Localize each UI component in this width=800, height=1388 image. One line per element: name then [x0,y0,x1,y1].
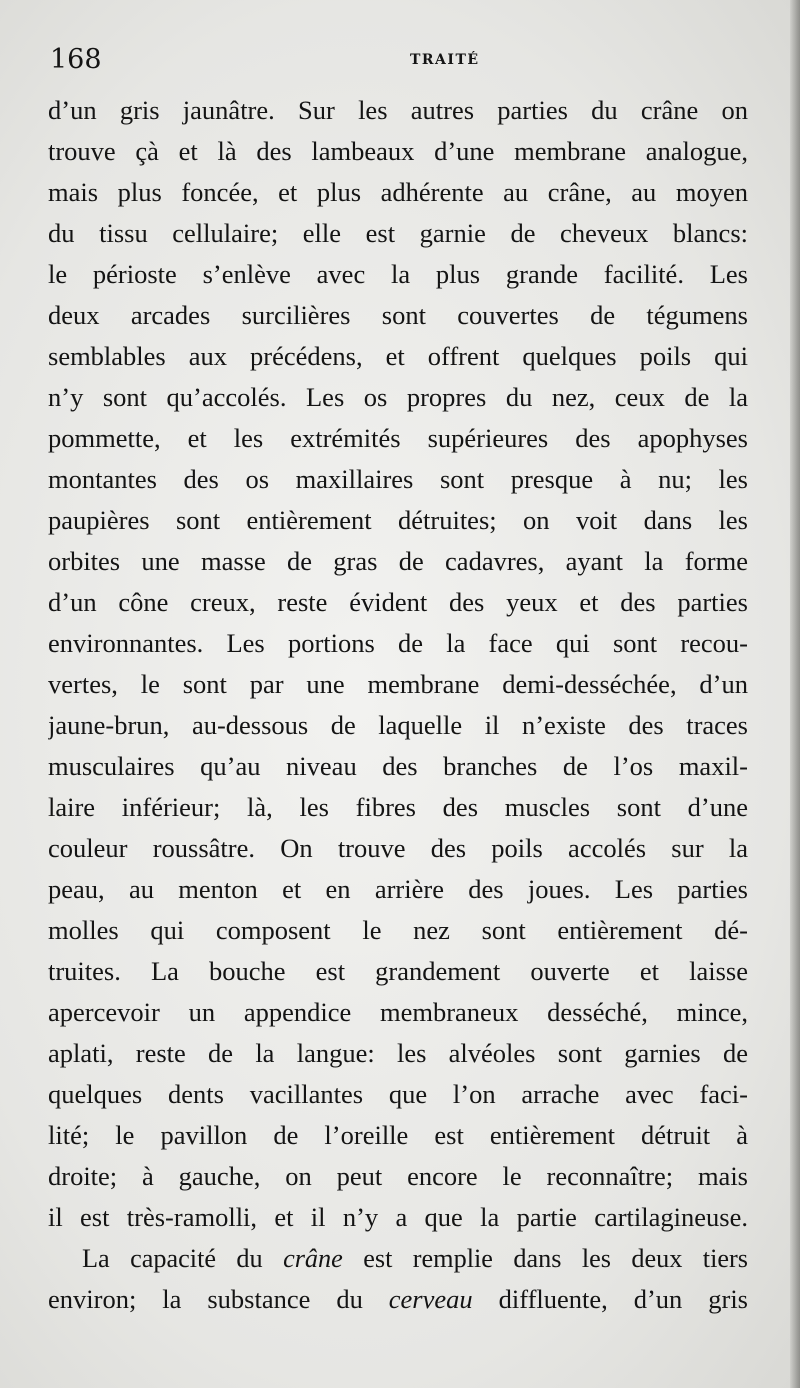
text-line: deux arcades surcilières sont couvertes de tégumens [48,300,748,330]
text-line: d’un cône creux, reste évident des yeux et des parties [48,587,748,617]
running-title: TRAITÉ [410,52,480,68]
text-line: molles qui composent le nez sont entièrement dé- [48,915,748,945]
text-line: du tissu cellulaire; elle est garnie de cheveux blancs: [48,218,748,248]
text-line: orbites une masse de gras de cadavres, ayant la forme [48,546,748,576]
text-line: montantes des os maxillaires sont presque à nu; les [48,464,748,494]
text-line: semblables aux précédens, et offrent quelques poils qui [48,341,748,371]
text-line: laire inférieur; là, les fibres des muscles sont d’une [48,792,748,822]
text-line: quelques dents vacillantes que l’on arrache avec faci- [48,1079,748,1109]
page-edge [790,0,800,1388]
text-line: couleur roussâtre. On trouve des poils accolés sur la [48,833,748,863]
text-line: vertes, le sont par une membrane demi-desséchée, d’un [48,669,748,699]
text-run: diffluente, d’un gris [472,1284,748,1314]
text-line: musculaires qu’au niveau des branches de l’os maxil- [48,751,748,781]
text-line: lité; le pavillon de l’oreille est entièrement détruit à [48,1120,748,1150]
text-run: environ; la substance du [48,1284,389,1314]
text-line: d’un gris jaunâtre. Sur les autres parties du crâne on [48,95,748,125]
text-line: jaune-brun, au-dessous de laquelle il n’existe des traces [48,710,748,740]
text-line: n’y sont qu’accolés. Les os propres du nez, ceux de la [48,382,748,412]
text-run: est remplie dans les deux tiers [342,1244,748,1273]
italic-term: cerveau [388,1284,473,1314]
paragraph-2-line-2 [48,1279,748,1320]
text-line: droite; à gauche, on peut encore le reconnaître; mais [48,1161,748,1191]
text-line: pommette, et les extrémités supérieures des apophyses [48,423,748,453]
running-head [50,40,750,80]
text-line: truites. La bouche est grandement ouverte et laisse [48,956,748,986]
text-line: trouve çà et là des lambeaux d’une membrane analogue, [48,136,748,166]
text-line: le périoste s’enlève avec la plus grande facilité. Les [48,259,748,289]
text-line: environnantes. Les portions de la face qui sont recou- [48,628,748,658]
paragraph-2-line-1 [48,1238,748,1279]
body-text [48,90,748,1320]
text-line: mais plus foncée, et plus adhérente au crâne, au moyen [48,177,748,207]
text-line: aplati, reste de la langue: les alvéoles sont garnies de [48,1038,748,1068]
page-number: 168 [50,44,102,75]
text-line: apercevoir un appendice membraneux desséché, mince, [48,997,748,1027]
text-run: La capacité du [82,1244,284,1273]
text-line: paupières sont entièrement détruites; on voit dans les [48,505,748,535]
italic-term: crâne [283,1244,343,1273]
text-line: il est très-ramolli, et il n’y a que la partie cartilagineuse. [48,1202,748,1232]
text-line: peau, au menton et en arrière des joues. Les parties [48,874,748,904]
